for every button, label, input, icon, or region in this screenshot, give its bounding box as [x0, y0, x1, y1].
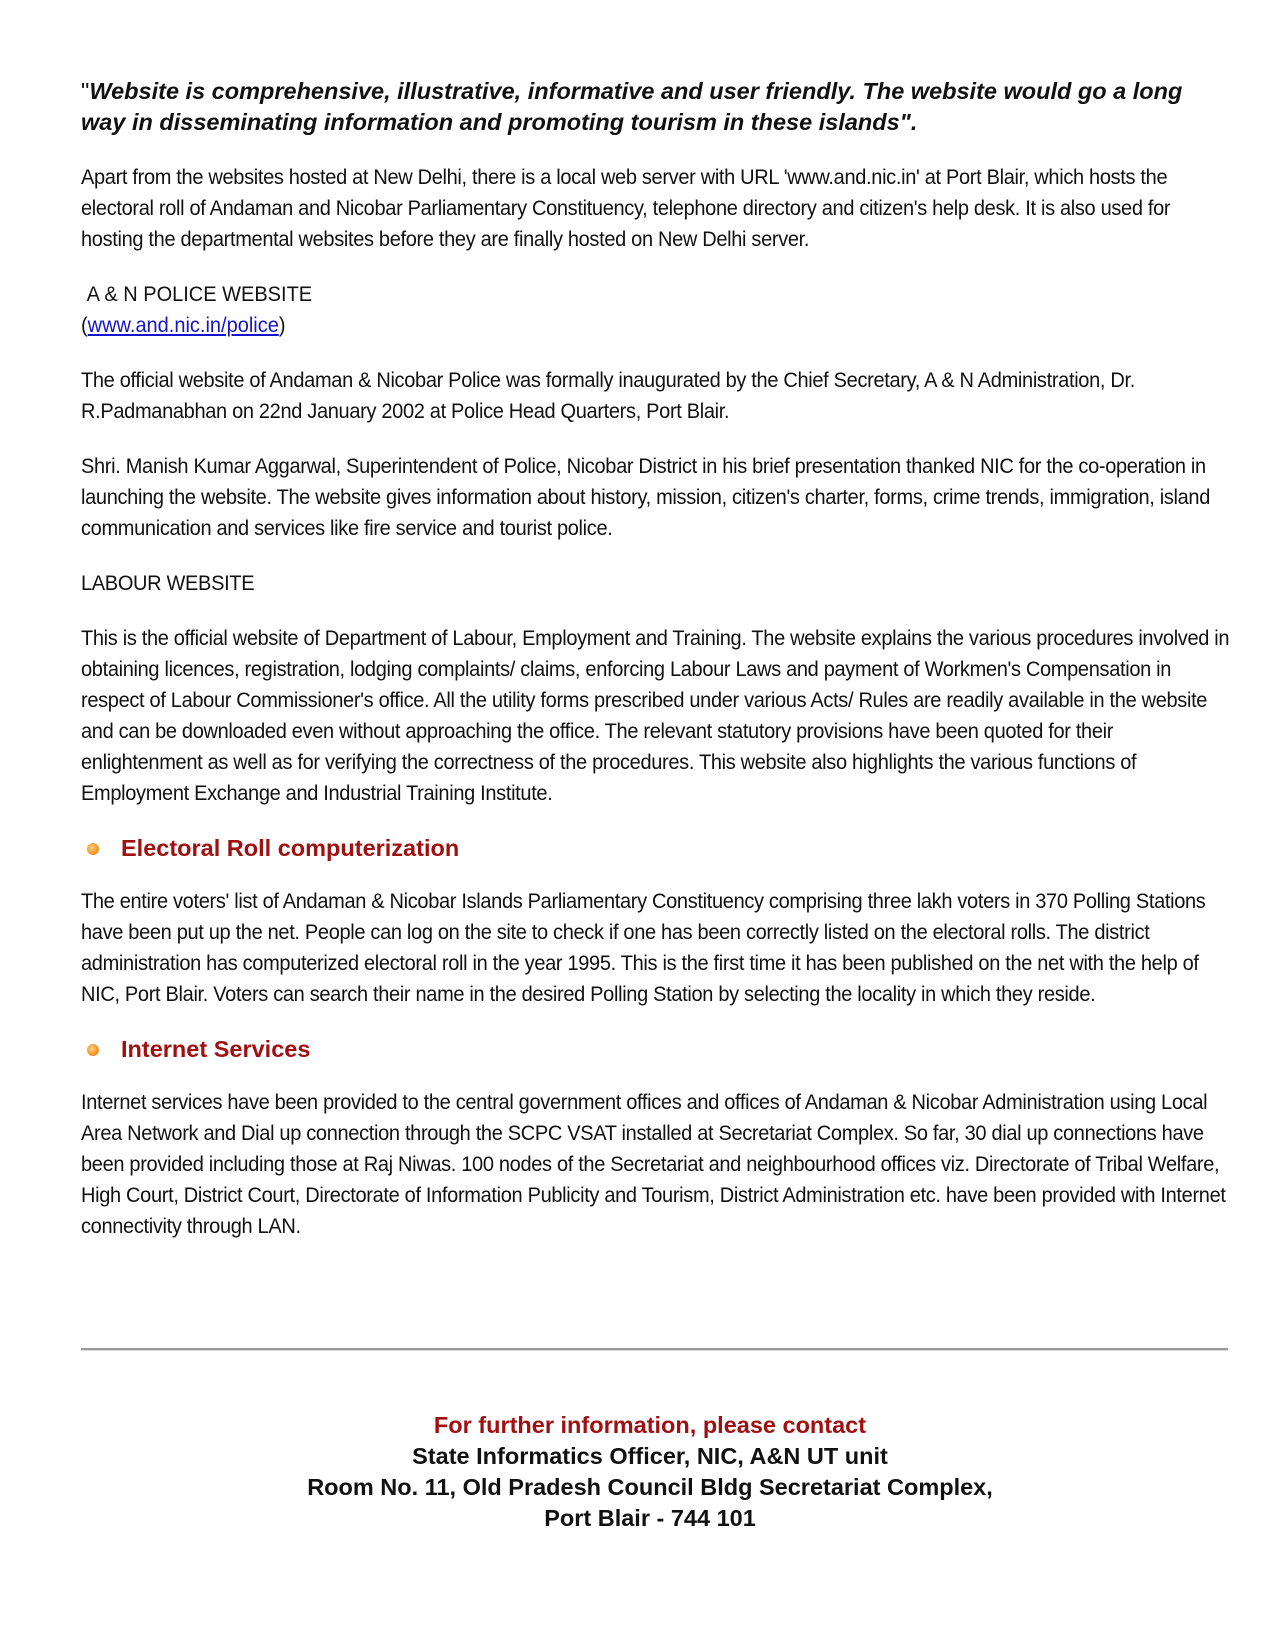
electoral-section-heading [81, 833, 1231, 864]
electoral-heading: Electoral Roll computerization [121, 835, 460, 861]
police-website-header [81, 279, 1151, 341]
police-paragraph-2: Shri. Manish Kumar Aggarwal, Superintendent of Police, Nicobar District in his brief presentation thanked NIC for the co-operation in launching the website. The website gives information about history, mission, citizen's charter, forms, crime trends, immigration, island communication and services like fire service and tourist police. [81, 454, 1211, 540]
horizontal-divider [81, 1348, 1228, 1351]
testimonial-quote [81, 76, 1231, 138]
contact-office: State Informatics Officer, NIC, A&N UT unit [412, 1443, 888, 1469]
quote-text: Website is comprehensive, illustrative, informative and user friendly. The website would go a long way in disseminating information and promoting tourism in these islands". [81, 78, 1183, 135]
page-content [81, 76, 1231, 1266]
police-website-link[interactable]: www.and.nic.in/police [87, 313, 279, 337]
contact-address: Room No. 11, Old Pradesh Council Bldg Secretariat Complex, [307, 1474, 993, 1500]
contact-block [0, 1410, 1275, 1534]
intro-paragraph: Apart from the websites hosted at New Delhi, there is a local web server with URL 'www.and.nic.in' at Port Blair, which hosts the electoral roll of Andaman and Nicobar Parliamentary Constituency, telephone directory and citizen's help desk. It is also used for hosting the departmental websites before they are finally hosted on New Delhi server. [81, 165, 1171, 251]
internet-paragraph: Internet services have been provided to the central government offices and offices of Andaman & Nicobar Administration using Local Area Network and Dial up connection through the SCPC VSAT installed at Secretariat Complex. So far, 30 dial up connections have been provided including those at Raj Niwas. 100 nodes of the Secretariat and neighbourhood offices viz. Directorate of Tribal Welfare, High Court, District Court, Directorate of Information Publicity and Tourism, District Administration etc. have been provided with Internet connectivity through LAN. [81, 1090, 1226, 1238]
bullet-icon [87, 1044, 99, 1056]
labour-paragraph: This is the official website of Department of Labour, Employment and Training. The website explains the various procedures involved in obtaining licences, registration, lodging complaints/ claims, enforcing Labour Laws and payment of Workmen's Compensation in respect of Labour Commissioner's office. All the utility forms prescribed under various Acts/ Rules are readily available in the website and can be downloaded even without approaching the office. The relevant statutory provisions have been quoted for their enlightenment as well as for verifying the correctness of the procedures. This website also highlights the various functions of Employment Exchange and Industrial Training Institute. [81, 626, 1230, 805]
internet-section-heading [81, 1034, 1231, 1065]
police-paragraph-1: The official website of Andaman & Nicobar Police was formally inaugurated by the Chief Secretary, A & N Administration, Dr. R.Padmanabhan on 22nd January 2002 at Police Head Quarters, Port Blair. [81, 368, 1135, 423]
contact-city: Port Blair - 744 101 [544, 1505, 756, 1531]
internet-heading: Internet Services [121, 1036, 311, 1062]
electoral-paragraph: The entire voters' list of Andaman & Nicobar Islands Parliamentary Constituency comprising three lakh voters in 370 Polling Stations have been put up the net. People can log on the site to check if one has been correctly listed on the electoral rolls. The district administration has computerized electoral roll in the year 1995. This is the first time it has been published on the net with the help of NIC, Port Blair. Voters can search their name in the desired Polling Station by selecting the locality in which they reside. [81, 889, 1206, 1006]
police-website-link-line: (www.and.nic.in/police) [81, 313, 286, 337]
labour-website-title: LABOUR WEBSITE [81, 571, 255, 595]
contact-heading: For further information, please contact [433, 1412, 867, 1438]
bullet-icon [87, 843, 99, 855]
quote-open-mark: " [81, 78, 90, 104]
police-website-title: A & N POLICE WEBSITE [86, 282, 313, 306]
